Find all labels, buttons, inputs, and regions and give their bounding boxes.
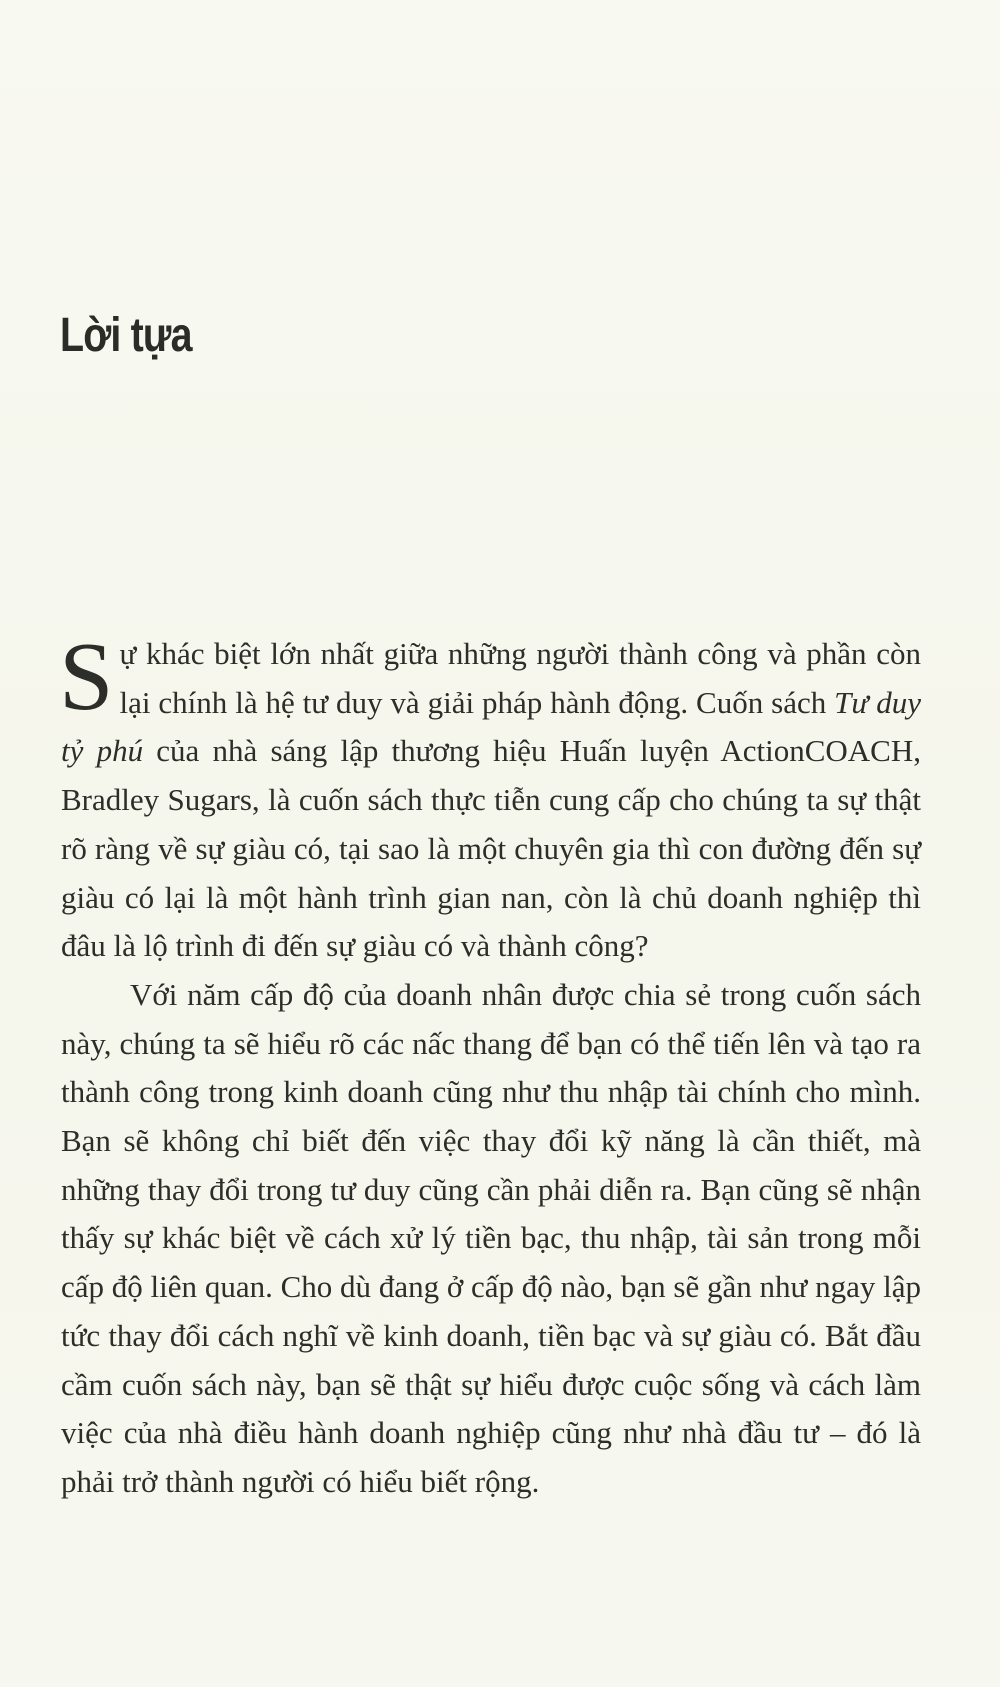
paragraph-1 (59, 623, 921, 971)
paragraph-1-text-start: ự khác biệt lớn nhất giữa những người thành công và phần còn lại chính là hệ tư duy và giải pháp hành động. Cuốn sách (119, 636, 921, 720)
book-title: Tư duy tỷ phú (61, 684, 921, 769)
paragraph-2: Với năm cấp độ của doanh nhân được chia sẻ trong cuốn sách này, chúng ta sẽ hiểu rõ các nấc thang để bạn có thể tiến lên và tạo ra thành công trong kinh doanh cũng như thu nhập tài chính cho mình. Bạn sẽ không chỉ biết đến việc thay đổi kỹ năng là cần thiết, mà những thay đổi trong tư duy cũng cần phải diễn ra. Bạn cũng sẽ nhận thấy sự khác biệt về cách xử lý tiền bạc, thu nhập, tài sản trong mỗi cấp độ liên quan. Cho dù đang ở cấp độ nào, bạn sẽ gần như ngay lập tức thay đổi cách nghĩ về kinh doanh, tiền bạc và sự giàu có. Bắt đầu cầm cuốn sách này, bạn sẽ thật sự hiểu được cuộc sống và cách làm việc của nhà điều hành doanh nghiệp cũng như nhà đầu tư – đó là phải trở thành người có hiểu biết rộng. (61, 976, 921, 1499)
body-text (59, 623, 921, 1507)
paragraph-1-text-end: của nhà sáng lập thương hiệu Huấn luyện ActionCOACH, Bradley Sugars, là cuốn sách thực tiễn cung cấp cho chúng ta sự thật rõ ràng về sự giàu có, tại sao là một chuyên gia thì con đường đến sự giàu có lại là một hành trình gian nan, còn là chủ doanh nghiệp thì đâu là lộ trình đi đến sự giàu có và thành công? (61, 733, 921, 964)
chapter-heading: Lời tựa (60, 309, 192, 362)
drop-cap: S (59, 623, 114, 731)
